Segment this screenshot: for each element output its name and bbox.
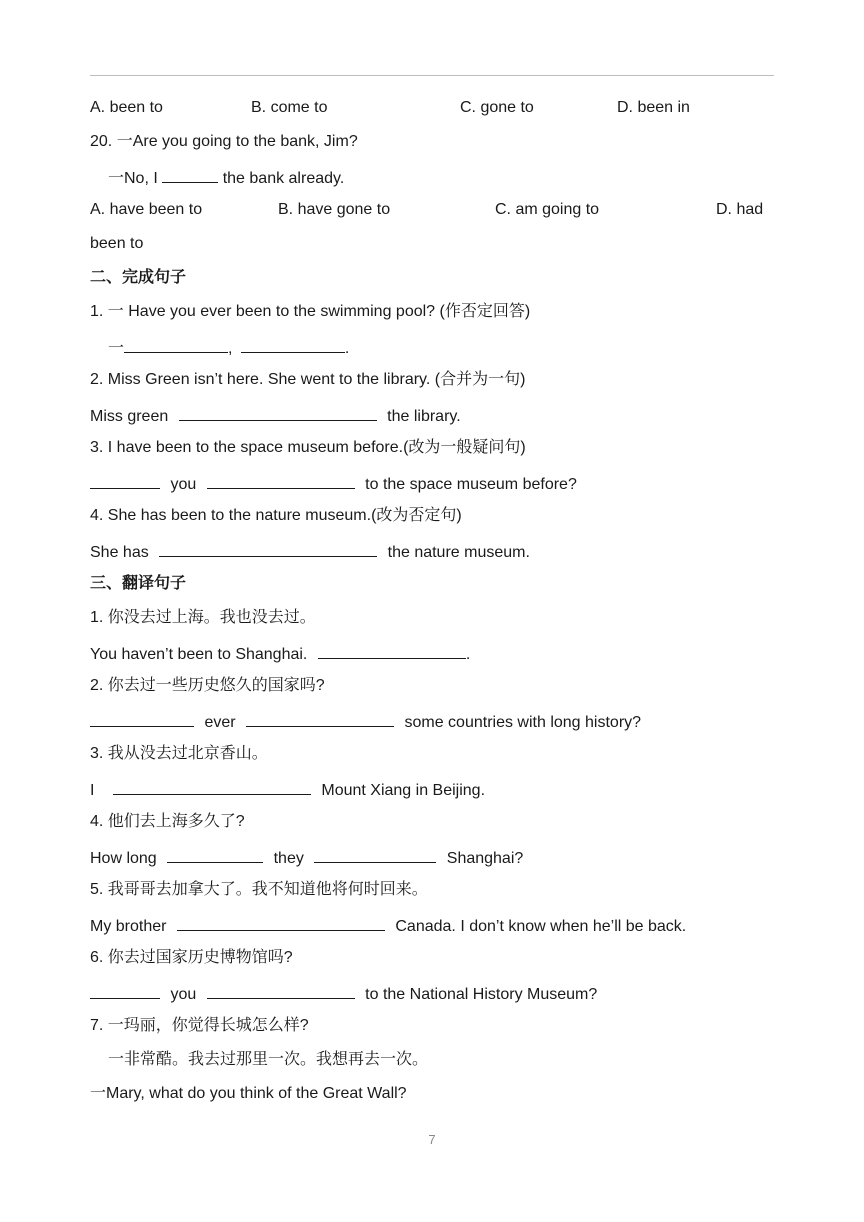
s3-q1-before: You haven’t been to Shanghai.	[90, 646, 308, 663]
s3-q6-blank-1[interactable]	[90, 980, 160, 999]
s2-q1-end: .	[344, 340, 350, 357]
s2-q3-answer	[90, 470, 577, 494]
s2-q2-before: Miss green	[90, 408, 169, 425]
s3-q7-prompt-2: 一非常酷。我去过那里一次。我想再去一次。	[108, 1051, 429, 1068]
s2-q4-prompt: 4. She has been to the nature museum.(改为否定句)	[90, 507, 462, 524]
q20-option-c: C. am going to	[495, 201, 600, 218]
q20-answer-prefix: 一No, I	[108, 170, 158, 187]
s3-q3-after: Mount Xiang in Beijing.	[321, 782, 486, 799]
q20-question: 20. 一Are you going to the bank, Jim?	[90, 133, 358, 150]
s3-q5-blank[interactable]	[177, 912, 385, 931]
s3-q7-prompt: 7. 一玛丽，你觉得长城怎么样?	[90, 1017, 309, 1034]
s3-q4-prompt: 4. 他们去上海多久了?	[90, 813, 245, 830]
s2-q3-blank-2[interactable]	[207, 470, 355, 489]
s3-q4-before: How long	[90, 850, 157, 867]
s3-q2-prompt: 2. 你去过一些历史悠久的国家吗?	[90, 677, 325, 694]
q19-option-a: A. been to	[90, 99, 163, 116]
s3-q4-after: Shanghai?	[446, 850, 524, 867]
s2-q1-prompt: 1. 一 Have you ever been to the swimming pool? (作否定回答)	[90, 303, 531, 320]
s2-q4-before: She has	[90, 544, 149, 561]
s2-q2-blank[interactable]	[179, 402, 377, 421]
s3-q7-answer: 一Mary, what do you think of the Great Wall?	[90, 1085, 407, 1102]
s3-q6-mid: you	[170, 986, 197, 1003]
s3-q2-blank-1[interactable]	[90, 708, 194, 727]
s2-q1-blank-1[interactable]	[124, 334, 228, 353]
page-number: 7	[428, 1132, 436, 1147]
s2-q2-prompt: 2. Miss Green isn’t here. She went to the library. (合并为一句)	[90, 371, 526, 388]
q20-option-b: B. have gone to	[278, 201, 391, 218]
s2-q2-after: the library.	[387, 408, 461, 425]
s2-q3-mid: you	[170, 476, 197, 493]
q20-answer	[108, 164, 344, 188]
s3-q3-before: I	[90, 782, 95, 799]
s2-q1-sep: ,	[228, 340, 233, 357]
s3-q2-blank-2[interactable]	[246, 708, 394, 727]
s2-q3-prompt: 3. I have been to the space museum before.(改为一般疑问句)	[90, 439, 526, 456]
header-rule	[90, 75, 774, 76]
s3-q2-mid: ever	[204, 714, 236, 731]
s3-q3-prompt: 3. 我从没去过北京香山。	[90, 745, 268, 762]
q20-option-d-cont: been to	[90, 235, 144, 252]
s3-q1-blank[interactable]	[318, 640, 466, 659]
s3-q2-answer	[90, 708, 641, 732]
s2-q3-blank-1[interactable]	[90, 470, 160, 489]
s3-q4-answer	[90, 844, 523, 868]
s2-q2-answer	[90, 402, 461, 426]
s3-q4-mid: they	[273, 850, 304, 867]
s3-q6-blank-2[interactable]	[207, 980, 355, 999]
s3-q4-blank-2[interactable]	[314, 844, 436, 863]
s3-q6-after: to the National History Museum?	[365, 986, 598, 1003]
q20-option-d: D. had	[716, 201, 764, 218]
s3-q3-blank[interactable]	[113, 776, 311, 795]
q20-option-a: A. have been to	[90, 201, 203, 218]
s3-q1-end: .	[465, 646, 471, 663]
s3-q4-blank-1[interactable]	[167, 844, 263, 863]
s3-q2-after: some countries with long history?	[404, 714, 642, 731]
s2-q4-blank[interactable]	[159, 538, 377, 557]
s2-q4-after: the nature museum.	[387, 544, 530, 561]
q19-options	[90, 96, 774, 120]
s2-q4-answer	[90, 538, 530, 562]
q20-answer-suffix: the bank already.	[222, 170, 345, 187]
s3-q1-answer	[90, 640, 470, 664]
s3-q5-answer	[90, 912, 686, 936]
s2-q3-after: to the space museum before?	[365, 476, 577, 493]
section3-heading: 三、翻译句子	[90, 575, 187, 592]
q20-blank[interactable]	[162, 164, 218, 183]
s2-q1-prefix: 一	[108, 340, 125, 357]
section2-heading: 二、完成句子	[90, 269, 187, 286]
s3-q5-after: Canada. I don’t know when he’ll be back.	[395, 918, 687, 935]
s3-q3-answer	[90, 776, 485, 800]
s3-q6-answer	[90, 980, 597, 1004]
s2-q1-answer	[108, 334, 349, 358]
s3-q5-prompt: 5. 我哥哥去加拿大了。我不知道他将何时回来。	[90, 881, 428, 898]
s3-q5-before: My brother	[90, 918, 167, 935]
s2-q1-blank-2[interactable]	[241, 334, 345, 353]
q19-option-c: C. gone to	[460, 99, 534, 116]
q19-option-d: D. been in	[617, 99, 690, 116]
s3-q1-prompt: 1. 你没去过上海。我也没去过。	[90, 609, 316, 626]
q19-option-b: B. come to	[251, 99, 328, 116]
q20-options	[90, 198, 774, 222]
s3-q6-prompt: 6. 你去过国家历史博物馆吗?	[90, 949, 293, 966]
